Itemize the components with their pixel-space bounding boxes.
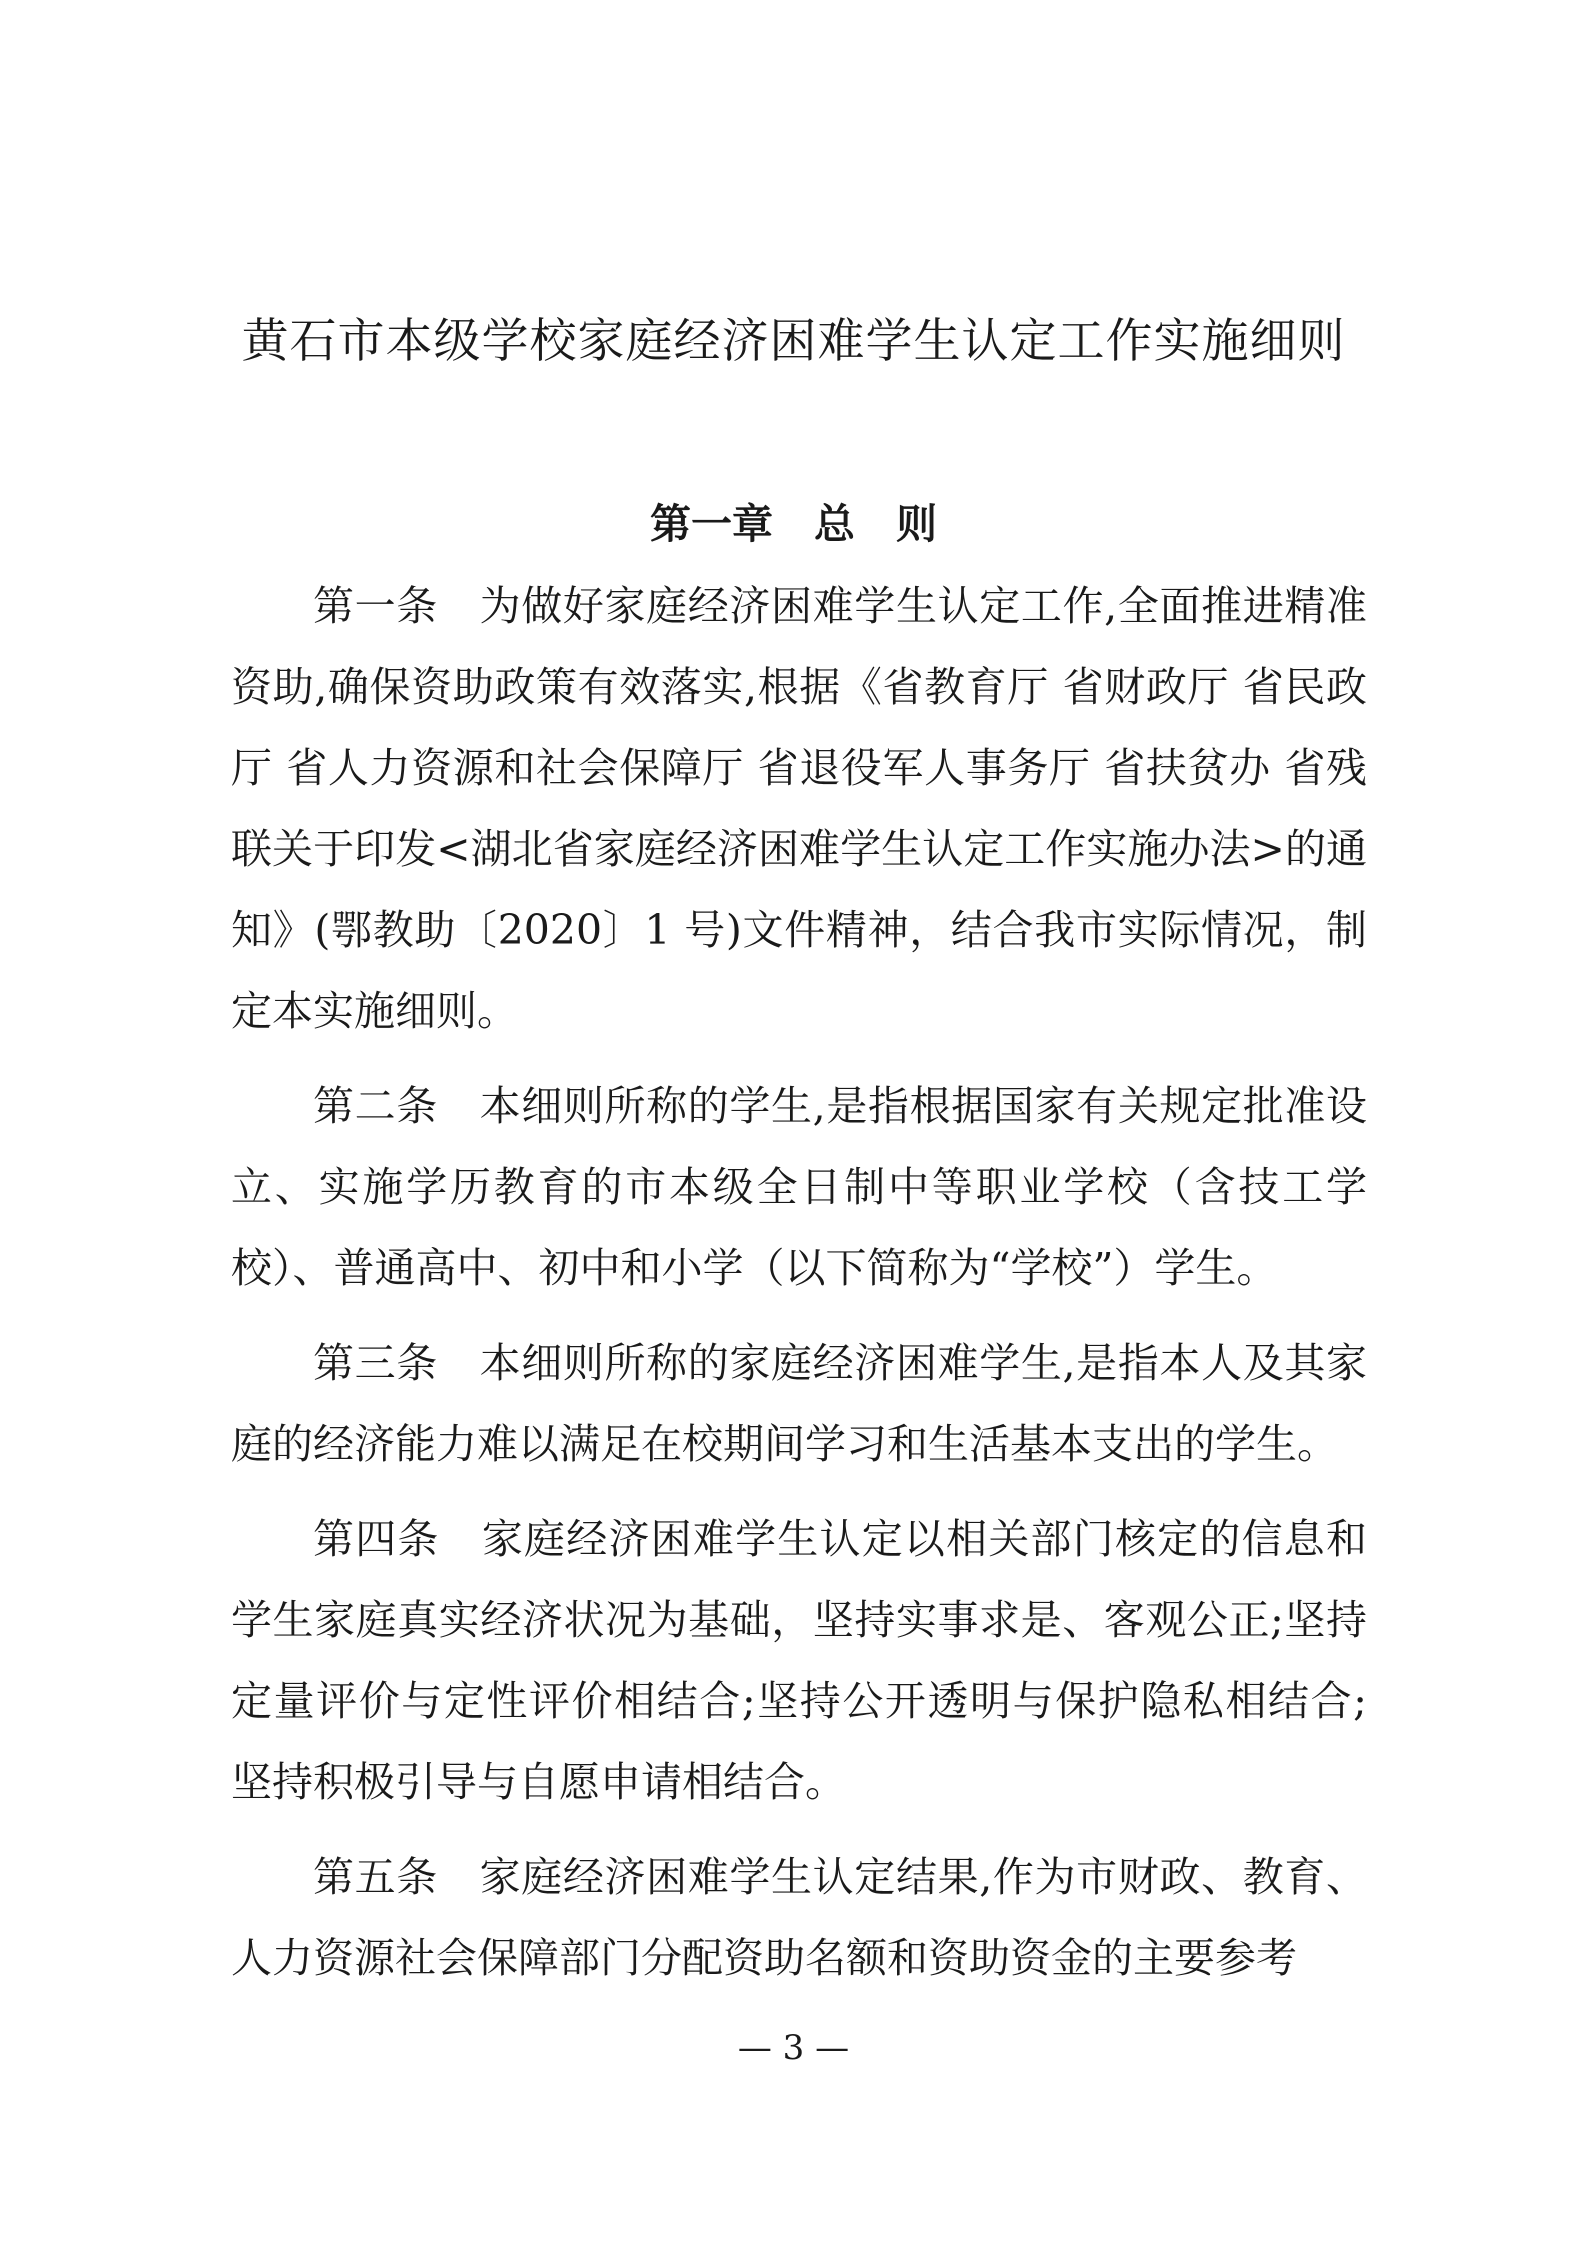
article-3 [231,1323,1367,1485]
page-number: — 3 — [737,2028,850,2068]
article-1 [231,566,1367,1052]
article-text: 本细则所称的学生,是指根据国家有关规定批准设立、实施学历教育的市本级全日制中等职业学校（含技工学校）、普通高中、初中和小学（以下简称为“学校”）学生。 [231,1082,1368,1292]
document-title: 黄石市本级学校家庭经济困难学生认定工作实施细则 [241,314,1346,369]
article-label: 第二条 [313,1082,480,1130]
article-text: 本细则所称的家庭经济困难学生,是指本人及其家庭的经济能力难以满足在校期间学习和生活基本支出的学生。 [231,1339,1368,1468]
article-5 [231,1837,1367,1999]
article-text: 家庭经济困难学生认定结果,作为市财政、教育、人力资源社会保障部门分配资助名额和资助资金的主要参考 [231,1853,1368,1982]
chapter-heading: 第一章 总 则 [650,500,937,548]
article-label: 第三条 [313,1339,480,1387]
article-4 [231,1499,1367,1823]
article-label: 第五条 [313,1853,480,1901]
article-text: 家庭经济困难学生认定以相关部门核定的信息和学生家庭真实经济状况为基础，坚持实事求是、客观公正;坚持定量评价与定性评价相结合;坚持公开透明与保护隐私相结合; 坚持积极引导与自愿申请相结合。 [231,1515,1368,1806]
article-label: 第一条 [313,582,480,630]
article-label: 第四条 [313,1515,482,1563]
article-text: 为做好家庭经济困难学生认定工作,全面推进精准资助,确保资助政策有效落实,根据《省教育厅 省财政厅 省民政厅 省人力资源和社会保障厅 省退役军人事务厅 省扶贫办 省残联关于印发<湖北省家庭经济困难学生认定工作实施办法>的通知》(鄂教助〔2020〕1 号)文件精神，结合我市实际情况，制定本实施细则。 [231,582,1368,1035]
article-2 [231,1066,1367,1309]
document-body [231,566,1367,2013]
